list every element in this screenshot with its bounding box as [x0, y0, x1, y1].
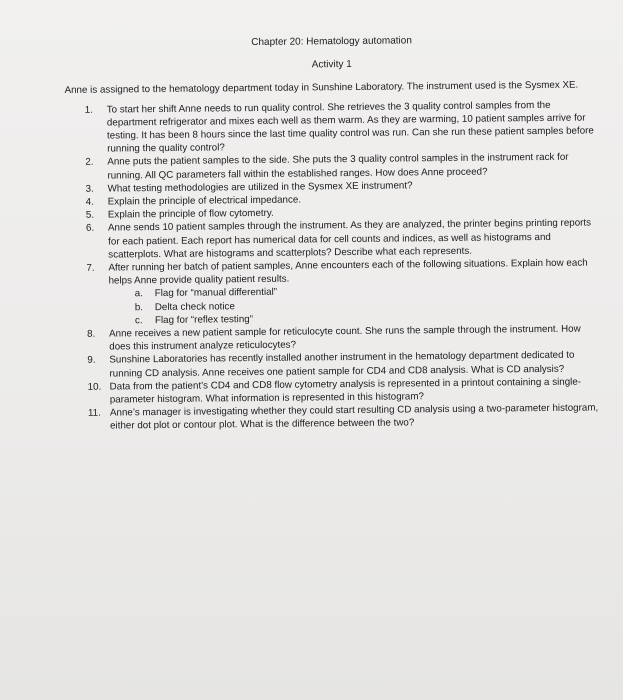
activity-title: Activity 1: [311, 59, 352, 71]
question-number: 5.: [85, 209, 95, 222]
question-item: [68, 402, 603, 434]
question-number: 7.: [86, 262, 95, 274]
question-text: What testing methodologies are utilized in the Sysmex XE instrument?: [107, 180, 413, 195]
sub-question-list: [109, 283, 602, 328]
sub-question-letter: c.: [134, 315, 143, 327]
sub-question-text: Flag for “reflex testing”: [154, 313, 254, 326]
question-text: After running her batch of patient samples, Anne encounters each of the following situations. Explain how each helps Anne provide quality patient results.: [108, 257, 588, 287]
question-text: Sunshine Laboratories has recently installed another instrument in the hematology department dedicated to running CD analysis. Anne receives one patient sample for CD4 and CD8 analysis. What is CD analysis?: [109, 350, 575, 380]
question-list: [65, 98, 603, 434]
question-text: Anne’s manager is investigating whether they could start resulting CD analysis using a two-parameter histogram, either dot plot or contour plot. What is the difference between the two?: [109, 402, 599, 433]
question-number: 11.: [87, 407, 101, 420]
question-number: 2.: [85, 157, 94, 169]
question-item: [65, 98, 601, 156]
question-text: Anne receives a new patient sample for reticulocyte count. She runs the sample through the instrument. How does this instrument analyze reticulocytes?: [109, 323, 581, 353]
question-number: 8.: [87, 328, 96, 340]
question-number: 9.: [87, 355, 96, 367]
question-item: [66, 256, 602, 328]
question-text: Data from the patient’s CD4 and CD8 flow cytometry analysis is represented in a printout containing a single-parameter histogram. What information is represented in this histogram?: [109, 376, 582, 406]
question-number: 4.: [85, 196, 94, 208]
question-text: Anne sends 10 patient samples through the instrument. As they are analyzed, the printer begins printing reports for each patient. Each report has numerical data for cell counts and indices, as well as histograms and scatterplots. What are histograms and scatterplots? Describe what each represents.: [107, 217, 592, 261]
question-text: Anne puts the patient samples to the side. She puts the 3 quality control samples in the instrument rack for running. All QC parameters fall within the established ranges. How does Anne proceed?: [107, 152, 569, 182]
question-number: 1.: [84, 104, 93, 116]
document-content: [64, 32, 603, 433]
chapter-title: Chapter 20: Hematology automation: [251, 35, 412, 49]
question-number: 3.: [85, 183, 94, 195]
question-number: 6.: [85, 223, 95, 235]
question-text: Explain the principle of flow cytometry.: [107, 208, 274, 221]
question-text: Explain the principle of electrical impedance.: [107, 194, 302, 208]
sub-question-text: Delta check notice: [154, 300, 235, 313]
sub-question-text: Flag for “manual differential”: [154, 287, 278, 300]
sub-question-letter: b.: [134, 301, 144, 313]
question-text: To start her shift Anne needs to run quality control. She retrieves the 3 quality control samples from the department refrigerator and mixes each well as them warm. As they are warming, 10 patient samples arrive for testing. It has been 8 hours since the last time quality control was run. Can she run these patient samples before running the quality control?: [106, 99, 594, 155]
question-number: 10.: [87, 381, 102, 393]
question-item: [66, 217, 601, 262]
sub-question-letter: a.: [134, 288, 143, 300]
intro-paragraph: Anne is assigned to the hematology department today in Sunshine Laboratory. The instrument used is the Sysmex XE.: [64, 80, 579, 97]
